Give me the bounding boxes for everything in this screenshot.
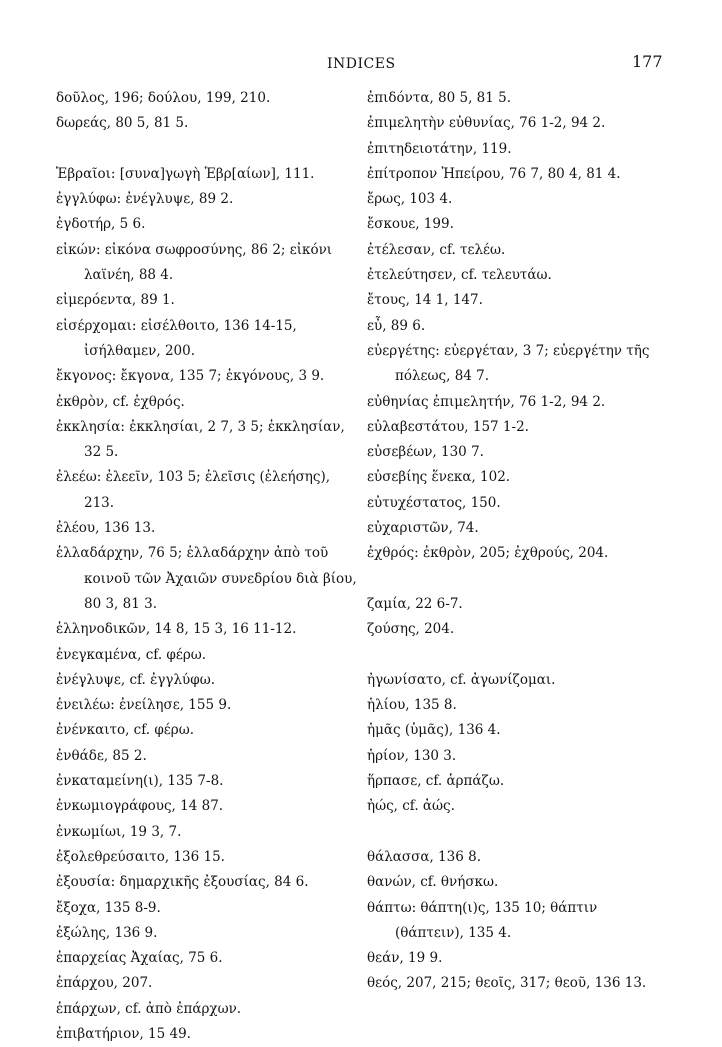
- index-entry: ἑλληνοδικῶν, 14 8, 15 3, 16 11-12.: [56, 621, 297, 638]
- index-entry: ἐνκωμίωι, 19 3, 7.: [56, 823, 182, 840]
- index-entry: εἰκών: εἰκόνα σωφροσύνης, 86 2; εἰκόνι λαϊνέη, 88 4.: [56, 241, 333, 284]
- index-entry: ἐνένκαιτο, cf. φέρω.: [56, 722, 195, 739]
- index-entry: ἐπαρχείας Ἀχαίας, 75 6.: [56, 950, 223, 967]
- index-entry: εὖ, 89 6.: [367, 317, 426, 334]
- index-entry: ἐλεέω: ἐλεεῖν, 103 5; ἐλεῖσις (ἐλεήσης), 213.: [56, 469, 331, 511]
- index-entry: ἐπιβατήριον, 15 49.: [56, 1025, 191, 1042]
- index-entry: ἐνκωμιογράφους, 14 87.: [56, 798, 224, 815]
- index-entry: ἠγωνίσατο, cf. ἀγωνίζομαι.: [367, 671, 556, 688]
- index-entry: εἰμερόεντα, 89 1.: [56, 292, 175, 309]
- index-entry: ἐγγλύφω: ἐνέγλυψε, 89 2.: [56, 191, 234, 208]
- index-entry: ἔσκουε, 199.: [367, 216, 454, 233]
- index-entry: ἐνκαταμείνη(ι), 135 7-8.: [56, 773, 224, 790]
- index-entry: ἐλέου, 136 13.: [56, 520, 156, 537]
- index-entry: ἡμᾶς (ὑμᾶς), 136 4.: [367, 722, 501, 739]
- index-entry: θεάν, 19 9.: [367, 950, 443, 967]
- index-entry: ἐξουσία: δημαρχικῆς ἐξουσίας, 84 6.: [56, 874, 309, 891]
- index-entry: θανών, cf. θνήσκω.: [367, 874, 499, 891]
- index-entry: ἐπάρχων, cf. ἀπὸ ἐπάρχων.: [56, 1000, 242, 1017]
- index-entry: ἐπιδόντα, 80 5, 81 5.: [367, 90, 512, 106]
- running-title: INDICES: [327, 56, 396, 72]
- index-entry: ἐπίτροπον Ἠπείρου, 76 7, 80 4, 81 4.: [367, 165, 621, 182]
- index-entry: ζαμία, 22 6-7.: [367, 595, 463, 612]
- index-entry: εὐλαβεστάτου, 157 1-2.: [367, 418, 529, 435]
- index-entry: ἔκγονος: ἔκγονα, 135 7; ἐκγόνους, 3 9.: [56, 368, 325, 385]
- index-column-left: [56, 86, 358, 1047]
- index-entry: ἐπιμελητὴν εὐθυνίας, 76 1-2, 94 2.: [367, 115, 606, 132]
- index-entry: ἐξολεθρεύσαιτο, 136 15.: [56, 848, 225, 865]
- index-entry: ἐνειλέω: ἐνείλησε, 155 9.: [56, 697, 232, 714]
- index-entry: ἐχθρός: ἐκθρὸν, 205; ἐχθρούς, 204.: [367, 545, 609, 562]
- index-entry: ἐτέλεσαν, cf. τελέω.: [367, 241, 506, 258]
- index-entry: ἔτους, 14 1, 147.: [367, 292, 483, 309]
- index-entry: εὐτυχέστατος, 150.: [367, 494, 501, 511]
- index-entry: ἐγδοτήρ, 5 6.: [56, 216, 146, 233]
- index-entry: εὐσεβέων, 130 7.: [367, 444, 484, 461]
- index-entry: ἥρπασε, cf. ἁρπάζω.: [367, 773, 505, 790]
- index-entry: εὐθηνίας ἐπιμελητήν, 76 1-2, 94 2.: [367, 393, 606, 410]
- section-gap: [367, 643, 667, 668]
- page-number: 177: [632, 52, 663, 71]
- index-entry: ἔρως, 103 4.: [367, 191, 453, 208]
- index-entry: θεός, 207, 215; θεοῖς, 317; θεοῦ, 136 13.: [367, 975, 647, 992]
- index-entry: ἐξώλης, 136 9.: [56, 924, 158, 941]
- index-entry: εἰσέρχομαι: εἰσέλθοιτο, 136 14-15, ἰσήλθαμεν, 200.: [56, 317, 297, 359]
- index-entry: ἐκκλησία: ἐκκλησίαι, 2 7, 3 5; ἐκκλησίαν, 32 5.: [56, 418, 345, 461]
- index-entry: ἡρίον, 130 3.: [367, 747, 457, 764]
- section-gap: [367, 567, 667, 592]
- index-entry: ἐπάρχου, 207.: [56, 975, 153, 992]
- index-entry: ἐκθρὸν, cf. ἐχθρός.: [56, 393, 185, 410]
- index-entry: ἐνεγκαμένα, cf. φέρω.: [56, 646, 207, 663]
- index-entry: ἐνέγλυψε, cf. ἐγγλύφω.: [56, 671, 215, 688]
- index-entry: ἠώς, cf. ἀώς.: [367, 798, 455, 815]
- index-entry: δωρεάς, 80 5, 81 5.: [56, 115, 189, 132]
- index-entry: ἐπιτηδειοτάτην, 119.: [367, 140, 512, 157]
- index-entry: θάπτω: θάπτη(ι)ς, 135 10; θάπτιν (θάπτειν), 135 4.: [367, 899, 598, 941]
- index-entry: εὐεργέτης: εὐεργέταν, 3 7; εὐεργέτην τῆς πόλεως, 84 7.: [367, 342, 650, 385]
- index-entry: ἡλίου, 135 8.: [367, 697, 457, 714]
- index-entry: ζούσης, 204.: [367, 621, 455, 638]
- index-entry: ἔξοχα, 135 8-9.: [56, 899, 161, 916]
- index-entry: θάλασσα, 136 8.: [367, 848, 481, 865]
- index-entry: Ἑβραῖοι: [συνα]γωγὴ Ἑβρ[αίων], 111.: [56, 165, 315, 182]
- index-entry: ἐτελεύτησεν, cf. τελευτάω.: [367, 267, 552, 284]
- index-entry: εὐχαριστῶν, 74.: [367, 520, 479, 537]
- index-entry: εὐσεβίης ἕνεκα, 102.: [367, 469, 511, 486]
- index-entry: δοῦλος, 196; δούλου, 199, 210.: [56, 90, 271, 106]
- section-gap: [56, 137, 358, 162]
- index-column-right: [367, 86, 667, 997]
- index-entry: ἐνθάδε, 85 2.: [56, 747, 147, 764]
- index-entry: ἑλλαδάρχην, 76 5; ἑλλαδάρχην ἀπὸ τοῦ κοινοῦ τῶν Ἀχαιῶν συνεδρίου διὰ βίου, 80 3, 81 3.: [56, 545, 357, 612]
- section-gap: [367, 820, 667, 845]
- running-head: [0, 52, 722, 80]
